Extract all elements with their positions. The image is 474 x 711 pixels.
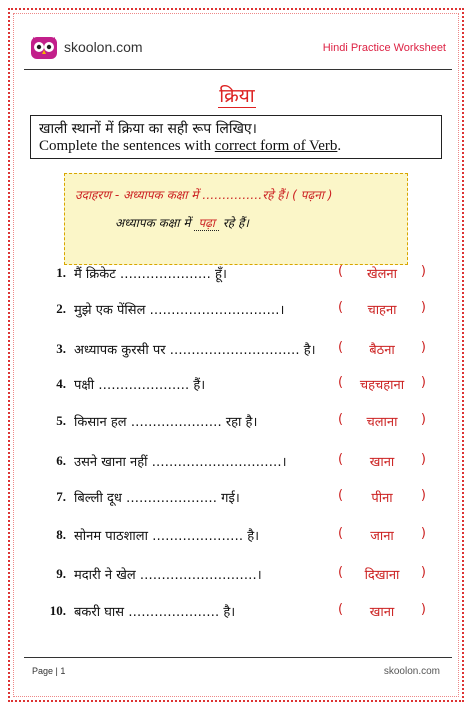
worksheet-title: Hindi Practice Worksheet [322,42,446,54]
question-number: 3. [56,341,66,356]
question-text[interactable]: सोनम पाठशाला ………………… है। [74,529,260,544]
question-number: 1. [56,265,66,280]
question-row: 1. मैं क्रिकेट ………………… हूँ। ( खेलना ) [38,262,428,284]
page-title: क्रिया [219,85,255,107]
page-header [24,30,452,70]
question-row: 9. मदारी ने खेल ………………………। ( दिखाना ) [38,563,428,585]
question-number: 2. [56,301,66,316]
header-divider [24,69,452,70]
question-text[interactable]: बिल्ली दूध ………………… गई। [74,491,240,506]
question-row: 8. सोनम पाठशाला ………………… है। ( जाना ) [38,524,428,546]
hint-word: चलाना [366,415,398,430]
question-text[interactable]: मदारी ने खेल ………………………। [74,568,262,583]
example-answer-prefix: अध्यापक कक्षा में [115,216,191,230]
question-number: 8. [56,527,66,542]
question-number: 10. [49,603,66,618]
footer-site-name: skoolon.com [383,666,440,677]
question-text[interactable]: उसने खाना नहीं …………………………। [74,455,287,470]
footer-divider [24,657,452,658]
hint-word: पीना [371,491,393,506]
site-name: skoolon.com [64,39,143,55]
question-text[interactable]: पक्षी ………………… हैं। [74,378,206,393]
example-answer-suffix: रहे हैं। [222,216,249,230]
question-row: 4. पक्षी ………………… हैं। ( चहचहाना ) [38,373,428,395]
question-row: 2. मुझे एक पेंसिल …………………………। ( चाहना ) [38,298,428,320]
hint-word: चहचहाना [359,378,405,393]
question-number: 9. [56,566,66,581]
instructions-english-underlined: correct form of Verb [214,138,338,154]
hint-word: दिखाना [364,568,400,583]
hint-word: खाना [369,605,395,620]
question-row: 5. किसान हल ………………… रहा है। ( चलाना ) [38,410,428,432]
question-number: 6. [56,453,66,468]
owl-logo-icon [30,34,58,62]
question-text[interactable]: अध्यापक कुरसी पर ………………………… है। [74,343,316,358]
instructions-english-suffix: . [337,138,342,154]
instructions-english-prefix: Complete the sentences with [39,138,215,154]
hint-word: चाहना [367,303,397,318]
question-row: 10. बकरी घास ………………… है। ( खाना ) [38,600,428,622]
question-number: 5. [56,413,66,428]
example-box [64,173,408,265]
title-underline [218,107,256,108]
question-text[interactable]: मुझे एक पेंसिल …………………………। [74,303,285,318]
question-text[interactable]: बकरी घास ………………… है। [74,605,236,620]
question-row: 3. अध्यापक कुरसी पर ………………………… है। ( बैठना ) [38,338,428,360]
question-number: 7. [56,489,66,504]
question-text[interactable]: मैं क्रिकेट ………………… हूँ। [74,267,227,282]
question-text[interactable]: किसान हल ………………… रहा है। [74,415,258,430]
hint-word: जाना [370,529,394,544]
instructions-box [30,115,442,159]
hint-word: बैठना [369,343,395,358]
example-question: उदाहरण - अध्यापक कक्षा में ……………रहे हैं। ( पढ़ना ) [75,188,333,202]
instructions-hindi: खाली स्थानों में क्रिया का सही रूप लिखिए। [39,121,257,137]
hint-word: खाना [369,455,395,470]
page-number: Page | 1 [32,666,66,676]
instructions-english [39,138,341,155]
example-answer: पढ़ा [194,216,219,231]
question-row: 7. बिल्ली दूध ………………… गई। ( पीना ) [38,486,428,508]
hint-word: खेलना [366,267,398,282]
example-answer-line [115,214,249,231]
question-number: 4. [56,376,66,391]
question-row: 6. उसने खाना नहीं …………………………। ( खाना ) [38,450,428,472]
